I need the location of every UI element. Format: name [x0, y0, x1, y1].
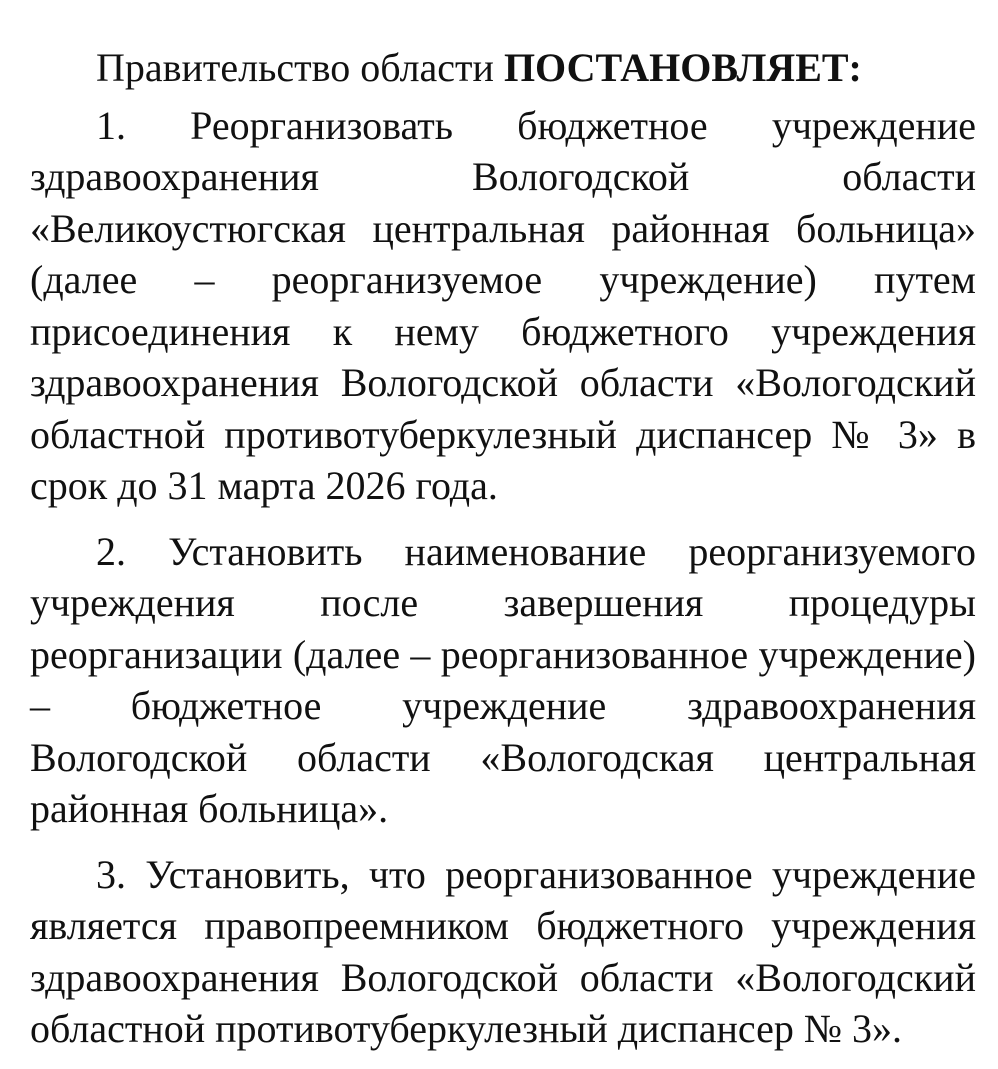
document-page — [30, 42, 976, 1069]
paragraph-1: 1. Реорганизовать бюджетное учреждение здравоохранения Вологодской области «Великоустюгская центральная районная больница» (далее – реорганизуемое учреждение) путем присоединения к нему бюджетного учреждения здравоохранения Вологодской области «Вологодский областной противотуберкулезный диспансер № 3» в срок до 31 марта 2026 года. — [30, 102, 976, 508]
paragraph-2: 2. Установить наименование реорганизуемого учреждения после завершения процедуры реорганизации (далее – реорганизованное учреждение) – бюджетное учреждение здравоохранения Вологодской области «Вологодская центральная районная больница». — [30, 528, 976, 831]
decree-keyword: ПОСТАНОВЛЯЕТ: — [503, 45, 862, 90]
decree-lead: Правительство области — [96, 45, 494, 90]
paragraph-3: 3. Установить, что реорганизованное учреждение является правопреемником бюджетного учреждения здравоохранения Вологодской области «Вологодский областной противотуберкулезный диспансер № 3». — [30, 851, 976, 1051]
decree-heading — [30, 42, 976, 94]
